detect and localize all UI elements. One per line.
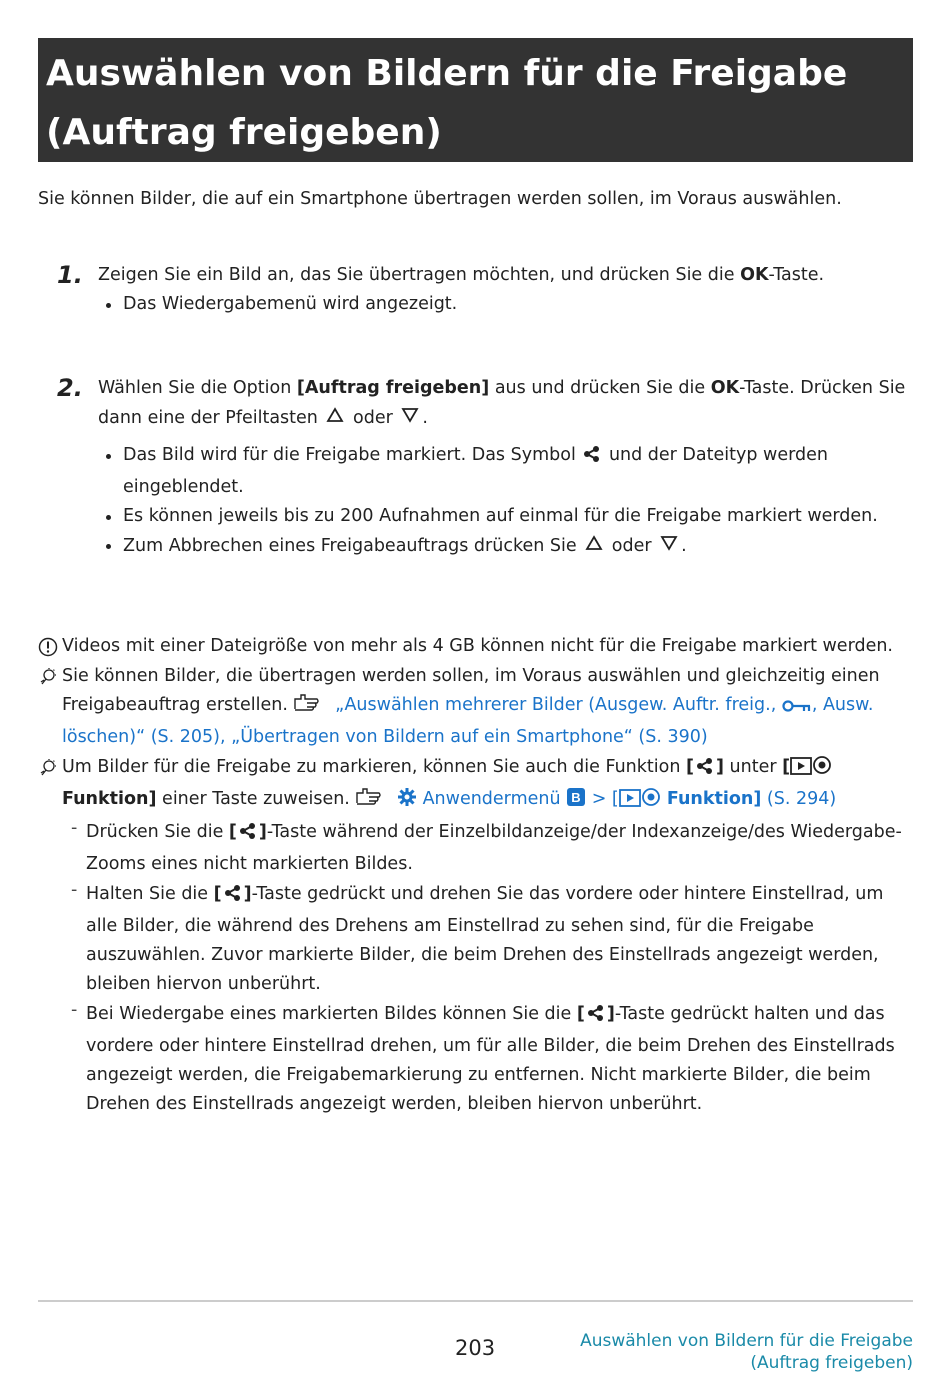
step-text-part: -Taste. Drücken Sie dann eine der Pfeiltasten <box>98 378 906 428</box>
tip-text: Sie können Bilder, die übertragen werden sollen, im Voraus auswählen und gleichzeitig einen Freigabeauftrag erstellen. <box>62 666 880 715</box>
link-text: Funktion] <box>660 789 762 809</box>
step-text-part: oder <box>347 408 399 428</box>
dash-list <box>62 818 918 1119</box>
reference-link-smartphone[interactable]: „Übertragen von Bildern auf ein Smartphone“ (S. 390) <box>231 727 708 747</box>
dash-text: -Taste gedrückt halten und das vordere oder hintere Einstellrad drehen, um für alle Bilder, die beim Drehen des Einstellrads angezeigt werden, die Freigabemarkierung zu entfernen. Nicht markierte Bilder, die beim Drehen des Einstellrads angezeigt werden, bleiben hiervon unberührt. <box>86 1004 895 1114</box>
triangle-down-icon <box>660 531 678 560</box>
target-icon <box>641 787 661 817</box>
intro-paragraph: Sie können Bilder, die auf ein Smartphone übertragen werden sollen, im Voraus auswählen. <box>38 189 842 209</box>
svg-text:B: B <box>571 790 581 805</box>
bracket: [ <box>213 884 222 904</box>
share-bracket <box>229 822 267 842</box>
step-text-part: . <box>422 408 428 428</box>
dash-text: -Taste gedrückt und drehen Sie das vordere oder hintere Einstellrad, um alle Bilder, die während des Drehens am Einstellrad zu sehen sind, für die Freigabe auszuwählen. Zuvor markierte Bilder, die beim Drehen des Einstellrads angezeigt werden, bleiben hiervon unberührt. <box>86 884 884 994</box>
gear-icon <box>397 787 417 817</box>
tip-note <box>38 662 918 752</box>
caution-text: Videos mit einer Dateigröße von mehr als 4 GB können nicht für die Freigabe markiert werden. <box>62 636 893 656</box>
function-label-text: Funktion] <box>62 789 157 809</box>
reference-hand-icon <box>293 693 329 723</box>
dash-text: Halten Sie die <box>86 884 214 904</box>
notes-section <box>38 632 918 1120</box>
playback-icon <box>619 788 641 817</box>
bullet-text: Zum Abbrechen eines Freigabeauftrags drücken Sie <box>123 536 583 556</box>
link-text: (S. 294) <box>761 789 837 809</box>
playback-icon <box>790 756 812 785</box>
tip-text: einer Taste zuweisen. <box>156 789 356 809</box>
step-number: 1. <box>57 261 83 289</box>
dash-item <box>62 880 918 999</box>
bullet-text: oder <box>606 536 658 556</box>
step-2 <box>57 373 907 561</box>
ok-key-label: OK <box>740 265 769 285</box>
dash-text: Drücken Sie die <box>86 822 229 842</box>
bracket: [ <box>576 1004 585 1024</box>
share-bracket <box>214 884 252 904</box>
page-number: 203 <box>455 1336 496 1360</box>
dash-item <box>62 818 918 879</box>
tip-text: Um Bilder für die Freigabe zu markieren, können Sie auch die Funktion <box>62 757 686 777</box>
step-bullets <box>98 290 907 319</box>
bullet-item <box>98 441 907 502</box>
dash-item <box>62 1000 918 1119</box>
step-1 <box>57 260 907 319</box>
link-text: > [ <box>586 789 619 809</box>
triangle-up-icon <box>585 531 603 560</box>
step-number: 2. <box>57 374 83 402</box>
bullet-text: . <box>681 536 687 556</box>
menu-b-icon <box>566 787 586 817</box>
bracket: [ <box>685 757 694 777</box>
page-title-line2: (Auftrag freigeben) <box>46 112 442 153</box>
share-icon <box>239 821 257 850</box>
link-separator: , <box>220 727 232 747</box>
footer-divider <box>38 1300 913 1302</box>
triangle-down-icon <box>401 403 419 433</box>
bracket: ] <box>258 822 267 842</box>
key-icon <box>782 694 812 723</box>
step-text-part: Wählen Sie die Option <box>98 378 297 398</box>
page-title-bar <box>38 38 913 162</box>
share-icon <box>696 756 714 785</box>
dash-text: Bei Wiedergabe eines markierten Bildes können Sie die <box>86 1004 577 1024</box>
step-text <box>98 373 907 433</box>
bracket: ] <box>606 1004 615 1024</box>
caution-icon <box>38 637 60 659</box>
bullet-item <box>98 531 907 561</box>
bullet-text: Das Bild wird für die Freigabe markiert. Das Symbol <box>123 445 582 465</box>
link-text: „Auswählen mehrerer Bilder (Ausgew. Auftr. freig., <box>335 695 782 715</box>
step-text-part: aus und drücken Sie die <box>489 378 711 398</box>
step-text-part: Zeigen Sie ein Bild an, das Sie übertragen möchten, und drücken Sie die <box>98 265 741 285</box>
share-icon <box>224 883 242 912</box>
option-label: [Auftrag freigeben] <box>296 378 490 398</box>
step-text <box>98 260 907 290</box>
dash-text: -Taste während der Einzelbildanzeige/der Indexanzeige/des Wiedergabe-Zooms eines nicht markierten Bildes. <box>86 822 902 874</box>
step-bullets <box>98 441 907 561</box>
triangle-up-icon <box>326 403 344 433</box>
bracket: ] <box>243 884 252 904</box>
target-icon <box>812 755 832 785</box>
bracket: ] <box>715 757 724 777</box>
reference-hand-icon <box>355 787 391 817</box>
share-icon <box>587 1003 605 1032</box>
footer-section-link[interactable]: Auswählen von Bildern für die Freigabe (Auftrag freigeben) <box>580 1331 913 1373</box>
share-icon <box>583 444 601 473</box>
tip-icon <box>38 667 60 689</box>
page-title-line1: Auswählen von Bildern für die Freigabe <box>46 53 848 94</box>
step-text-part: -Taste. <box>768 265 825 285</box>
link-text: Anwendermenü <box>417 789 567 809</box>
page-title <box>38 38 913 162</box>
link-text: , Ausw. löschen)“ (S. 205) <box>62 695 874 747</box>
bullet-item: Es können jeweils bis zu 200 Aufnahmen auf einmal für die Freigabe markiert werden. <box>98 502 907 531</box>
bullet-item: Das Wiedergabemenü wird angezeigt. <box>98 290 907 319</box>
bullet-text: und der Dateityp werden eingeblendet. <box>123 445 828 497</box>
bracket: [ <box>228 822 237 842</box>
reference-link-custom-menu[interactable] <box>397 789 836 809</box>
share-bracket <box>686 757 724 777</box>
caution-note <box>38 632 918 661</box>
tip-text: unter <box>723 757 783 777</box>
ok-key-label: OK <box>710 378 740 398</box>
tip-icon <box>38 758 60 780</box>
tip-note <box>38 753 918 817</box>
bracket: [ <box>782 757 791 777</box>
share-bracket <box>577 1004 615 1024</box>
